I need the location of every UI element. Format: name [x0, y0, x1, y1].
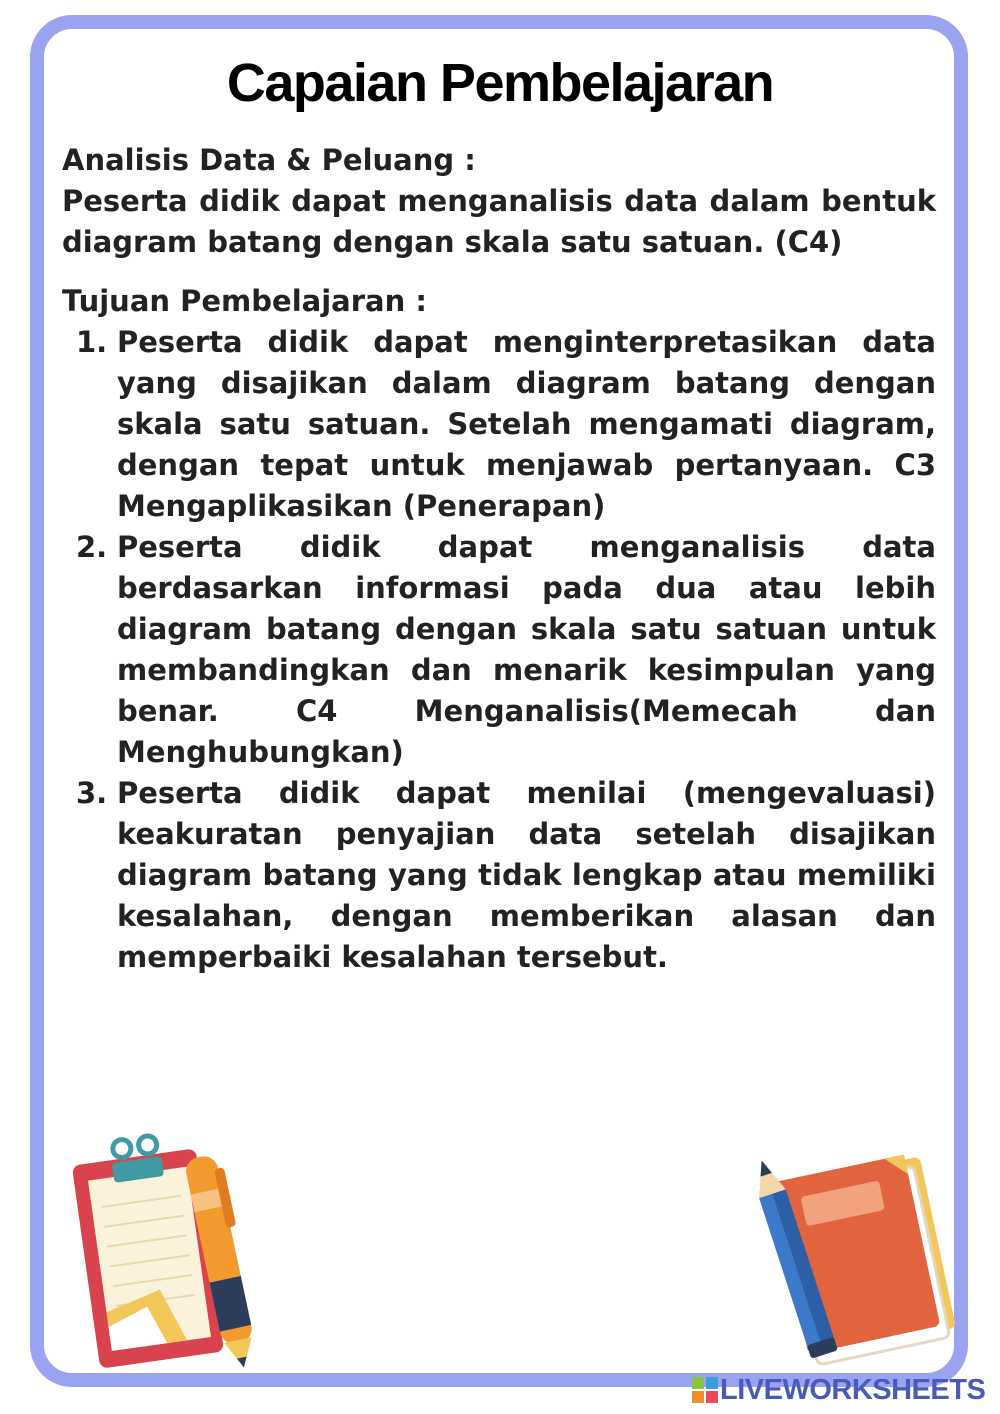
tp-heading: Tujuan Pembelajaran : — [62, 284, 427, 318]
list-item-number: 2. — [76, 530, 108, 564]
list-item — [62, 773, 936, 978]
watermark — [692, 1372, 985, 1408]
list-item-text: Peserta didik dapat menganalisis data berdasarkan informasi pada dua atau lebih diagram batang dengan skala satu satuan untuk membandingkan dan menarik kesimpulan yang benar. C4 Menganalisis(Memecah dan Menghubungkan) — [117, 530, 936, 769]
list-item-text: Peserta didik dapat menginterpretasikan data yang disajikan dalam diagram batang dengan skala satu satuan. Setelah mengamati diagram, dengan tepat untuk menjawab pertanyaan. C3 Mengaplikasikan (Penerapan) — [117, 325, 936, 523]
cp-heading: Analisis Data & Peluang : — [62, 143, 476, 177]
list-item — [62, 322, 936, 527]
list-item-text: Peserta didik dapat menilai (mengevaluasi) keakuratan penyajian data setelah disajikan diagram batang yang tidak lengkap atau memiliki kesalahan, dengan memberikan alasan dan memperbaiki kesalahan tersebut. — [117, 776, 936, 974]
list-item — [62, 527, 936, 773]
page-title: Capaian Pembelajaran — [226, 53, 774, 113]
cp-text: Peserta didik dapat menganalisis data dalam bentuk diagram batang dengan skala satu satuan. (C4) — [62, 184, 936, 259]
tp-list — [62, 322, 936, 978]
watermark-text: LIVEWORKSHEETS — [720, 1373, 986, 1406]
book-pencil-icon — [755, 1150, 955, 1365]
clipboard-pen-icon — [55, 1130, 265, 1375]
list-item-number: 1. — [76, 325, 108, 359]
liveworksheets-logo-icon — [692, 1377, 718, 1403]
list-item-number: 3. — [76, 776, 108, 810]
main-content — [62, 140, 936, 978]
